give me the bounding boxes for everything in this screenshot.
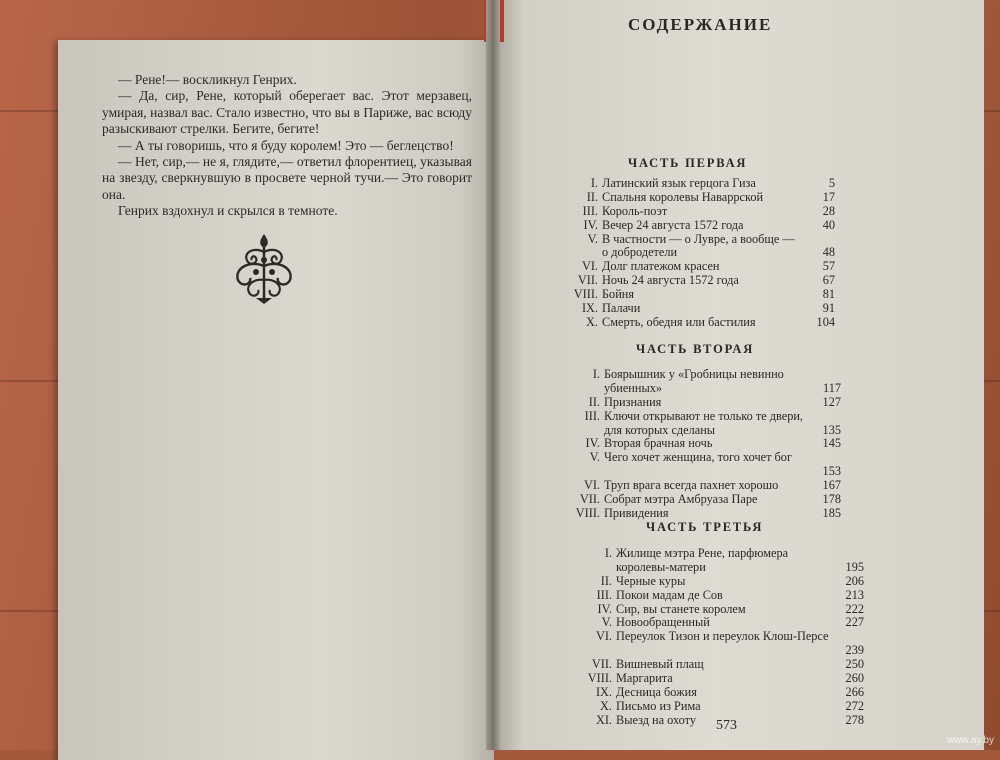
left-page-text bbox=[102, 72, 472, 220]
toc-entry: VIII. Привидения 185 bbox=[575, 505, 841, 520]
paragraph: — Нет, сир,— не я, глядите,— ответил флорентиец, указывая на звезду, сверкнувшую в просвете черной тучи.— Это говорит она. bbox=[102, 154, 472, 202]
toc-entry: II. Спальня королевы Наваррской 17 bbox=[586, 189, 835, 204]
page-number: 573 bbox=[716, 718, 737, 733]
toc-entry: IV. Вечер 24 августа 1572 года 40 bbox=[583, 217, 835, 232]
toc-entry: IX. Палачи 91 bbox=[581, 301, 835, 316]
toc-entry: IX. Десница божия 266 bbox=[595, 684, 864, 699]
toc-entry: VII. Собрат мэтра Амбруаза Паре 178 bbox=[579, 492, 841, 507]
toc-entry: I. Латинский язык герцога Гиза 5 bbox=[590, 175, 835, 190]
toc-entry: V. В частности — о Лувре, а вообще — о добродетели 48 bbox=[587, 231, 835, 260]
toc-part-1 bbox=[560, 177, 835, 330]
part-title: ЧАСТЬ ВТОРАЯ bbox=[636, 342, 755, 356]
toc-entry: VI. Долг платежом красен 57 bbox=[581, 259, 835, 274]
toc-entry: II. Черные куры 206 bbox=[600, 573, 864, 588]
toc-entry: VIII. Бойня 81 bbox=[573, 287, 835, 302]
watermark: www.ay.by bbox=[946, 735, 994, 746]
toc-entry: III. Покои мадам де Сов 213 bbox=[596, 587, 864, 602]
part-title: ЧАСТЬ ПЕРВАЯ bbox=[628, 156, 748, 170]
toc-entry: III. Король-поэт 28 bbox=[582, 203, 835, 218]
toc-entry: I. Жилище мэтра Рене, парфюмера королевы-матери 195 bbox=[604, 546, 864, 574]
toc-entry: II. Признания 127 bbox=[588, 394, 841, 409]
toc-entry: VI. Труп врага всегда пахнет хорошо 167 bbox=[583, 478, 841, 493]
toc-entry: X. Смерть, обедня или бастилия 104 bbox=[586, 314, 835, 329]
toc-entry: V. Чего хочет женщина, того хочет бог 153 bbox=[589, 450, 841, 479]
book-spine bbox=[486, 0, 500, 750]
toc-entry: VII. Ночь 24 августа 1572 года 67 bbox=[577, 273, 835, 288]
toc-title: СОДЕРЖАНИЕ bbox=[628, 15, 773, 34]
toc-entry: IV. Сир, вы станете королем 222 bbox=[597, 601, 864, 616]
toc-entry: IV. Вторая брачная ночь 145 bbox=[585, 436, 841, 451]
toc-entry: X. Письмо из Рима 272 bbox=[600, 698, 864, 713]
paragraph: — Рене!— воскликнул Генрих. bbox=[118, 72, 297, 87]
part-title: ЧАСТЬ ТРЕТЬЯ bbox=[646, 520, 764, 534]
toc-part-2 bbox=[556, 368, 841, 521]
toc-entry: I. Боярышник у «Гробницы невинно убиенных» 117 bbox=[592, 367, 841, 395]
toc-entry: VIII. Маргарита 260 bbox=[587, 671, 864, 686]
toc-entry: VI. Переулок Тизон и переулок Клош-Персе 239 bbox=[595, 629, 864, 658]
fleuron-ornament-icon bbox=[230, 232, 298, 304]
toc-entry: XI. Выезд на охоту 278 bbox=[595, 712, 864, 727]
paragraph: Генрих вздохнул и скрылся в темноте. bbox=[118, 203, 338, 219]
toc-entry: VII. Вишневый плащ 250 bbox=[591, 657, 864, 672]
paragraph: — А ты говоришь, что я буду королем! Это — беглецство! bbox=[118, 137, 454, 153]
toc-entry: V. Новообращенный 227 bbox=[601, 615, 864, 630]
paragraph: — Да, сир, Рене, который оберегает вас. Этот мерзавец, умирая, назвал вас. Стало известно, что вы в Париже, вас всюду разыскивают стрелки. Бегите, бегите! bbox=[102, 88, 472, 137]
toc-entry: III. Ключи открывают не только те двери, для которых сделаны 135 bbox=[584, 408, 841, 437]
toc-part-3 bbox=[560, 547, 864, 728]
